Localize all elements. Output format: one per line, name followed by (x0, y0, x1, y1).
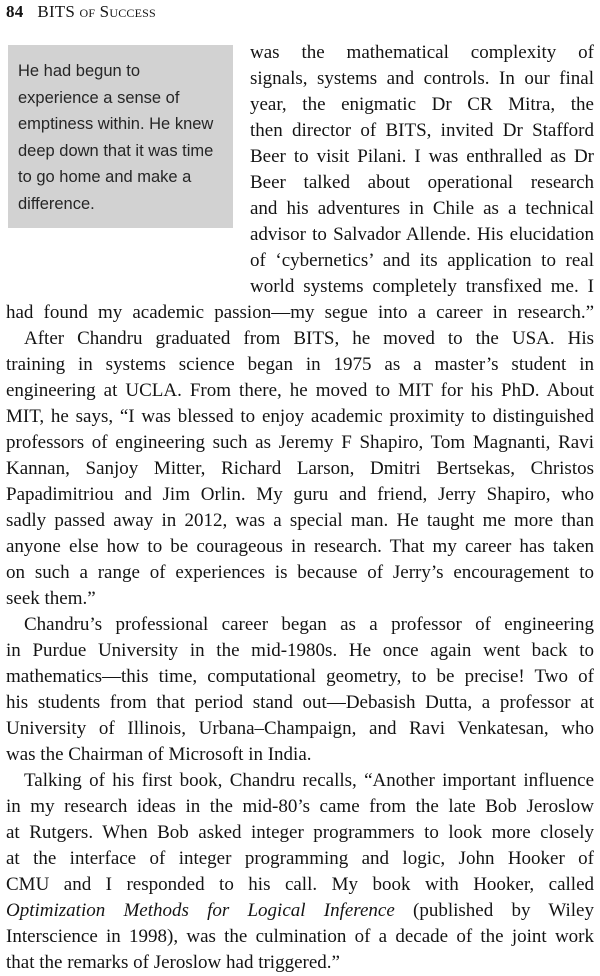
text-line: advisor to Salvador Allende. His elucidation (250, 224, 594, 245)
pull-quote-text: He had begun to experience a sense of emptiness within. He knew deep down that it was time to go home and make a difference. (18, 62, 214, 213)
page-header (6, 2, 156, 22)
text-line: training in systems science began in 1975 as a master’s student in (6, 354, 594, 375)
text-line: CMU and I responded to his call. My book with Hooker, called (6, 874, 594, 895)
running-title: BITS of Success (37, 2, 156, 21)
text-line: was the mathematical complexity of (250, 42, 594, 63)
text-line: of ‘cybernetics’ and its application to real (250, 250, 594, 271)
text-line: world systems completely transfixed me. I (250, 276, 594, 297)
text-line: Beer talked about operational research (250, 172, 594, 193)
text-line: MIT, he says, “I was blessed to enjoy academic proximity to distinguished (6, 406, 594, 427)
text-span: (published by Wiley (394, 900, 594, 921)
page-number: 84 (6, 2, 24, 21)
book-title: Optimization Methods for Logical Inference (6, 900, 395, 921)
text-line: signals, systems and controls. In our final (250, 68, 594, 89)
text-line: in my research ideas in the mid-80’s came from the late Bob Jeroslow (6, 796, 594, 817)
paragraph-last-line: was the Chairman of Microsoft in India. (6, 744, 312, 765)
text-line: engineering at UCLA. From there, he moved to MIT for his PhD. About (6, 380, 594, 401)
pull-quote-box (8, 45, 233, 228)
text-line: Beer to visit Pilani. I was enthralled as Dr (250, 146, 594, 167)
paragraph-last-line: seek them.” (6, 588, 96, 609)
text-line: professors of engineering such as Jeremy F Shapiro, Tom Magnanti, Ravi (6, 432, 594, 453)
text-line: then director of BITS, invited Dr Stafford (250, 120, 594, 141)
text-line: in Purdue University in the mid-1980s. He once again went back to (6, 640, 594, 661)
text-line: on such a range of experiences is because of Jerry’s encouragement to (6, 562, 594, 583)
text-line: sadly passed away in 2012, was a special man. He taught me more than (6, 510, 594, 531)
paragraph-first-line: Talking of his first book, Chandru recalls, “Another important influence (24, 770, 594, 791)
text-line: at the interface of integer programming and logic, John Hooker of (6, 848, 594, 869)
paragraph-first-line: Chandru’s professional career began as a professor of engineering (24, 614, 594, 635)
paragraph-last-line: that the remarks of Jeroslow had triggered.” (6, 952, 340, 973)
text-line-with-book-title (6, 898, 594, 924)
text-line: his students from that period stand out—Debasish Dutta, a professor at (6, 692, 594, 713)
text-line: Interscience in 1998), was the culmination of a decade of the joint work (6, 926, 594, 947)
text-line: University of Illinois, Urbana–Champaign, and Ravi Venkatesan, who (6, 718, 594, 739)
text-line: year, the enigmatic Dr CR Mitra, the (250, 94, 594, 115)
text-line: Kannan, Sanjoy Mitter, Richard Larson, Dmitri Bertsekas, Christos (6, 458, 594, 479)
text-line: had found my academic passion—my segue into a career in research.” (6, 302, 594, 323)
text-line: mathematics—this time, computational geometry, to be precise! Two of (6, 666, 594, 687)
text-line: at Rutgers. When Bob asked integer programmers to look more closely (6, 822, 594, 843)
text-line: and his adventures in Chile as a technical (250, 198, 594, 219)
paragraph-first-line: After Chandru graduated from BITS, he moved to the USA. His (24, 328, 594, 349)
text-line: Papadimitriou and Jim Orlin. My guru and friend, Jerry Shapiro, who (6, 484, 594, 505)
text-line: anyone else how to be courageous in research. That my career has taken (6, 536, 594, 557)
